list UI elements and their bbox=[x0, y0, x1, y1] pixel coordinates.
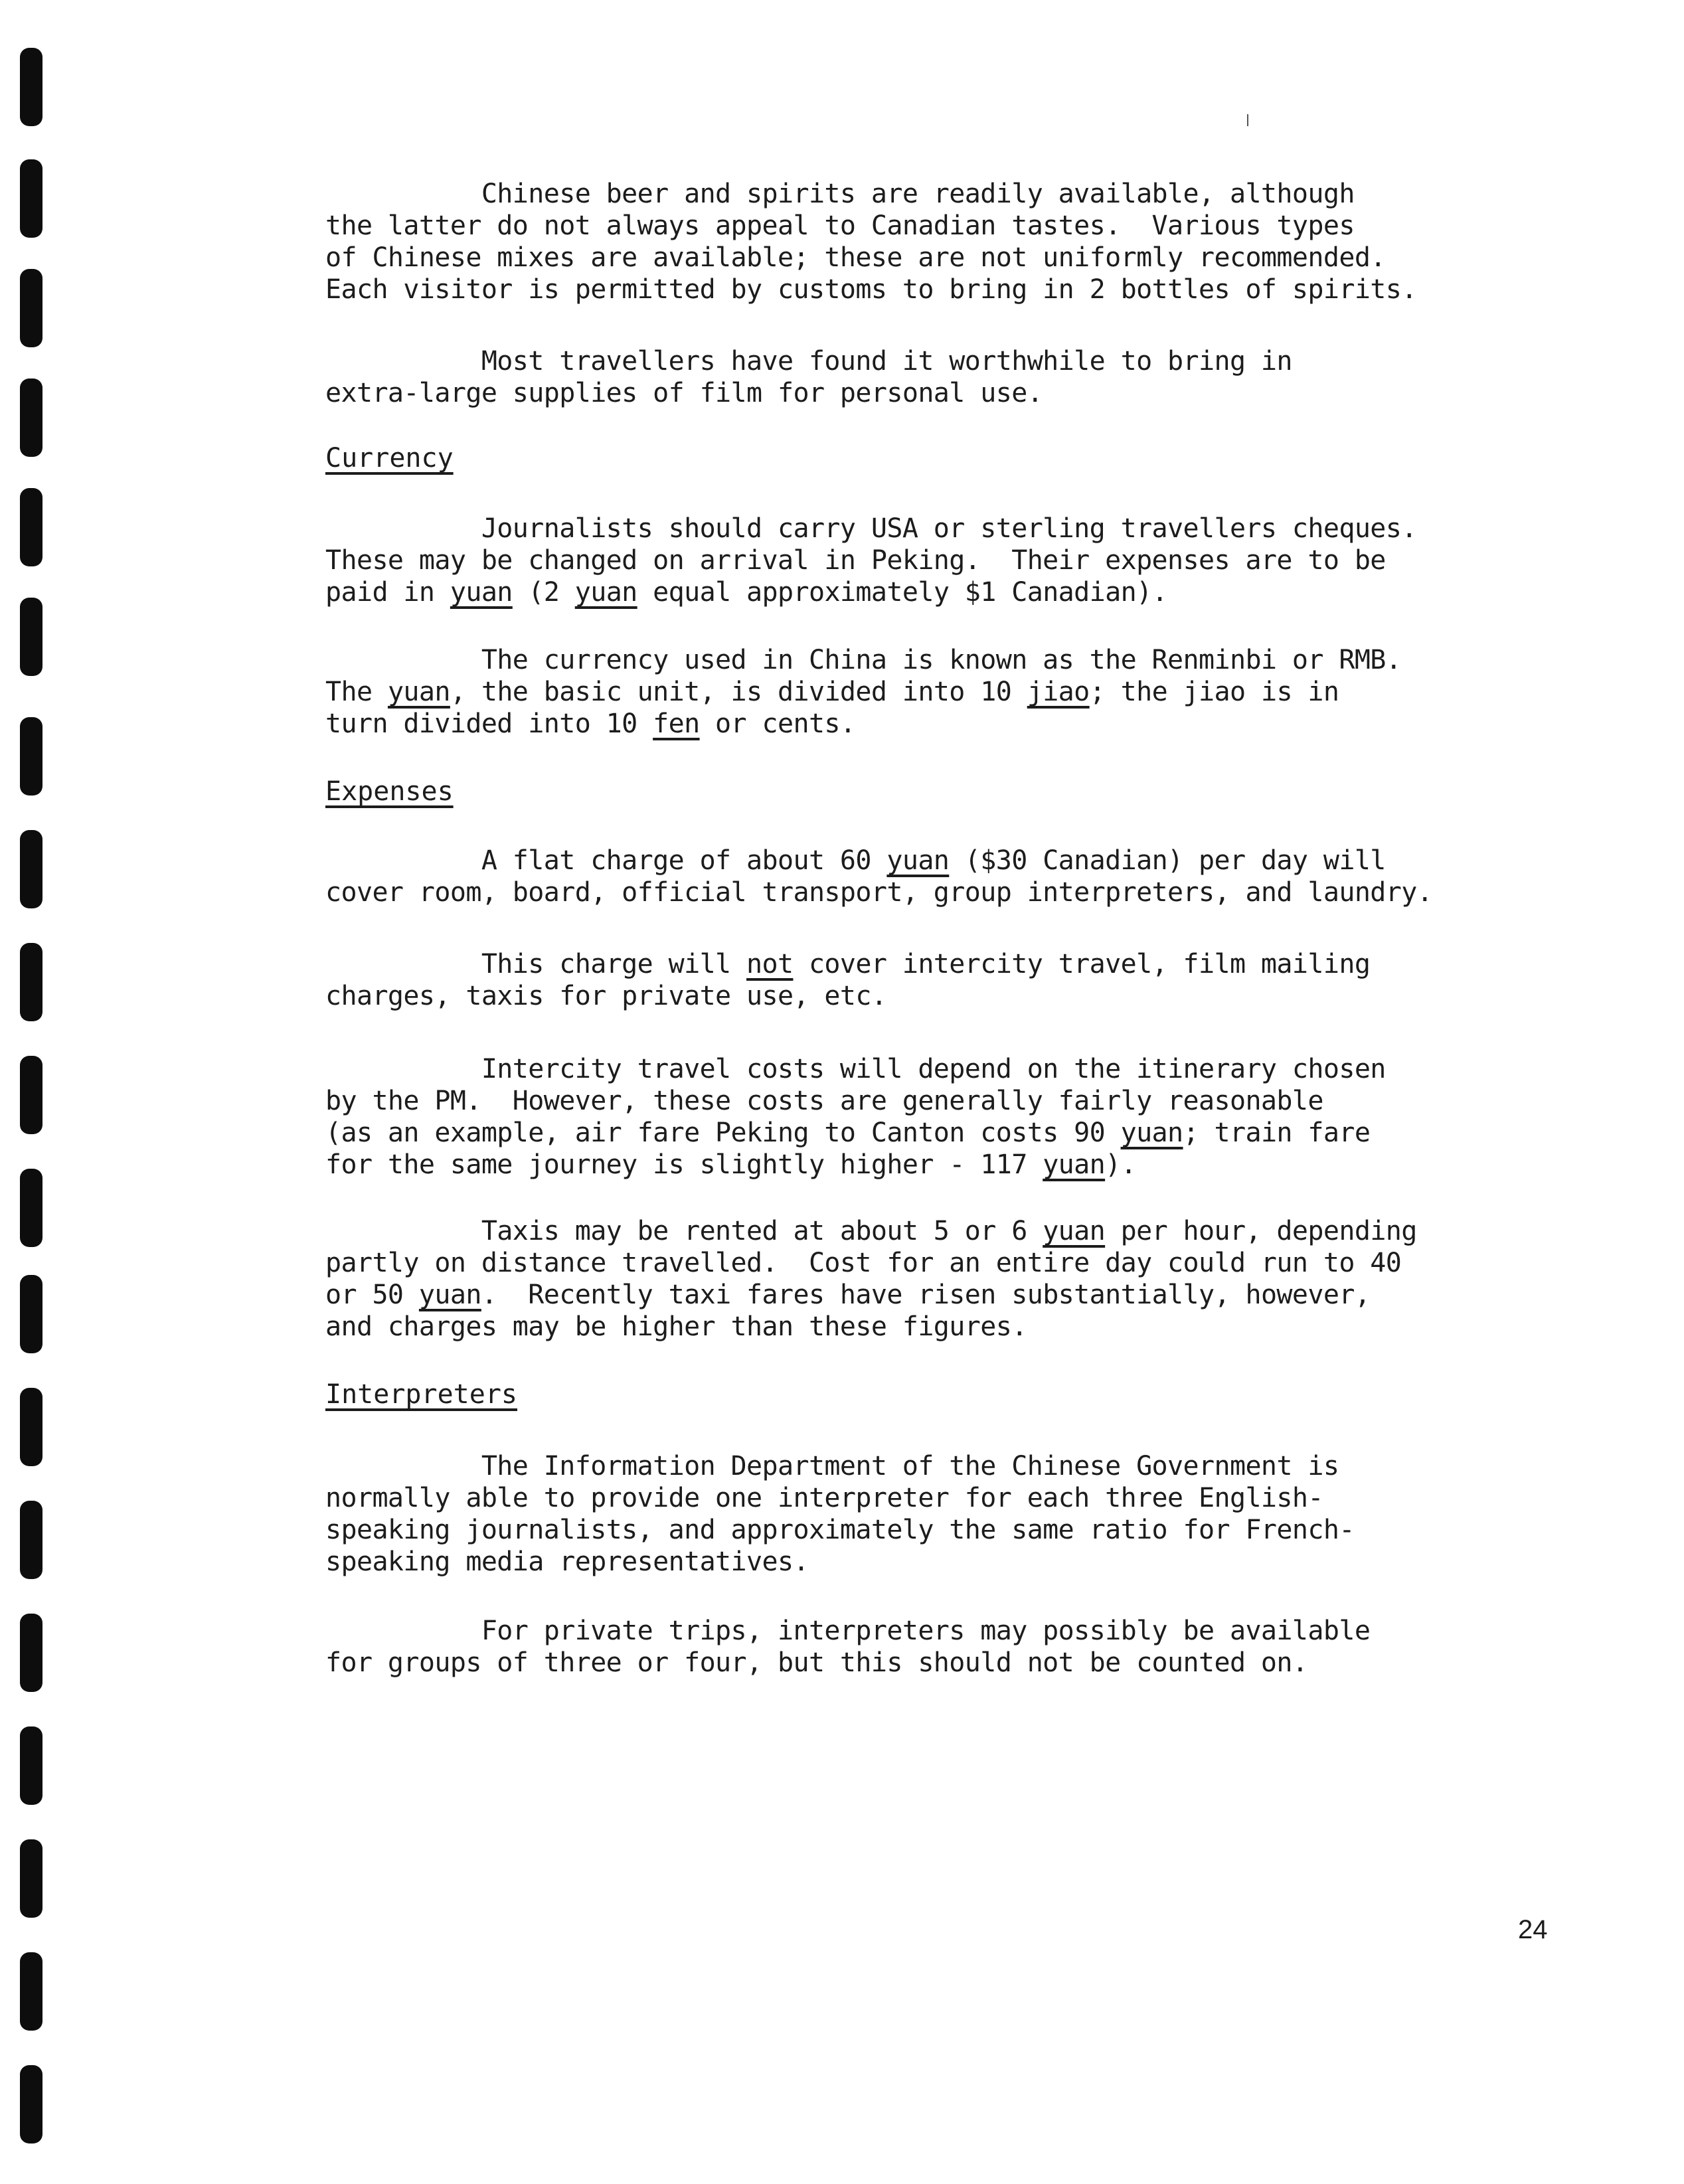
section-heading-expenses: Expenses bbox=[325, 776, 454, 807]
text-line: the latter do not always appeal to Canadian tastes. Various types bbox=[325, 210, 1355, 241]
paragraph-interpreters-private bbox=[325, 1615, 1370, 1679]
text-run: . Recently taxi fares have risen substantially, however, bbox=[481, 1280, 1371, 1310]
binder-hole bbox=[20, 48, 42, 126]
text-line: for groups of three or four, but this should not be counted on. bbox=[325, 1647, 1308, 1678]
paragraph-expenses-not-covered bbox=[325, 948, 1370, 1012]
binder-holes bbox=[20, 0, 46, 2184]
text-run: ($30 Canadian) per day will bbox=[949, 845, 1386, 876]
paragraph-currency-cheques bbox=[325, 513, 1417, 608]
text-line: by the PM. However, these costs are generally fairly reasonable bbox=[325, 1086, 1323, 1116]
text-line bbox=[325, 845, 1386, 876]
section-heading-currency: Currency bbox=[325, 443, 454, 473]
paragraph-currency-renminbi bbox=[325, 644, 1401, 740]
text-line: Each visitor is permitted by customs to bring in 2 bottles of spirits. bbox=[325, 274, 1417, 305]
text-run: or cents. bbox=[699, 709, 856, 739]
text-run: ; train fare bbox=[1183, 1118, 1371, 1148]
underlined-term: jiao bbox=[1027, 677, 1090, 707]
text-line: of Chinese mixes are available; these are not uniformly recommended. bbox=[325, 242, 1386, 273]
text-line bbox=[325, 1280, 1370, 1310]
text-line: For private trips, interpreters may possibly be available bbox=[325, 1616, 1371, 1646]
text-line: Most travellers have found it worthwhile to bring in bbox=[325, 346, 1292, 377]
binder-hole bbox=[20, 2065, 42, 2143]
binder-hole bbox=[20, 269, 42, 347]
paragraph-expenses-flat-charge bbox=[325, 845, 1432, 908]
binder-hole bbox=[20, 1614, 42, 1692]
text-line bbox=[325, 1118, 1370, 1148]
underlined-term: yuan bbox=[1043, 1149, 1106, 1180]
text-line: Journalists should carry USA or sterling travellers cheques. bbox=[325, 513, 1417, 544]
underlined-term: yuan bbox=[450, 577, 513, 608]
text-line: Intercity travel costs will depend on the itinerary chosen bbox=[325, 1054, 1386, 1084]
text-run: , the basic unit, is divided into 10 bbox=[450, 677, 1027, 707]
text-run: or 50 bbox=[325, 1280, 419, 1310]
underlined-term: yuan bbox=[1120, 1118, 1183, 1148]
underlined-term: yuan bbox=[574, 577, 637, 608]
text-line: cover room, board, official transport, group interpreters, and laundry. bbox=[325, 877, 1433, 908]
binder-hole bbox=[20, 717, 42, 796]
underlined-term: yuan bbox=[886, 845, 950, 876]
underlined-term: fen bbox=[653, 709, 700, 739]
text-run: per hour, depending bbox=[1105, 1216, 1417, 1246]
binder-hole bbox=[20, 1726, 42, 1805]
text-line bbox=[325, 577, 1167, 608]
binder-hole bbox=[20, 1056, 42, 1134]
text-run: (as an example, air fare Peking to Canton costs 90 bbox=[325, 1118, 1121, 1148]
text-run: A flat charge of about 60 bbox=[325, 845, 887, 876]
text-line: normally able to provide one interpreter for each three English- bbox=[325, 1483, 1323, 1513]
page-number: 24 bbox=[1518, 1915, 1548, 1944]
binder-hole bbox=[20, 1275, 42, 1353]
text-run: ). bbox=[1105, 1149, 1137, 1180]
text-line bbox=[325, 677, 1339, 707]
binder-hole bbox=[20, 378, 42, 457]
text-run: Taxis may be rented at about 5 or 6 bbox=[325, 1216, 1043, 1246]
text-run: for the same journey is slightly higher - 117 bbox=[325, 1149, 1043, 1180]
text-line: extra-large supplies of film for personal use. bbox=[325, 378, 1043, 408]
underlined-term: not bbox=[746, 949, 794, 979]
text-line: speaking journalists, and approximately the same ratio for French- bbox=[325, 1515, 1355, 1545]
text-line: partly on distance travelled. Cost for an entire day could run to 40 bbox=[325, 1248, 1402, 1278]
text-line: speaking media representatives. bbox=[325, 1547, 809, 1577]
text-line: The currency used in China is known as the Renminbi or RMB. bbox=[325, 645, 1402, 675]
binder-hole bbox=[20, 1952, 42, 2031]
text-line: The Information Department of the Chinese Government is bbox=[325, 1451, 1339, 1481]
binder-hole bbox=[20, 1839, 42, 1918]
text-line: These may be changed on arrival in Peking. Their expenses are to be bbox=[325, 545, 1386, 576]
text-run: The bbox=[325, 677, 388, 707]
text-line: charges, taxis for private use, etc. bbox=[325, 981, 887, 1011]
paragraph-expenses-taxis bbox=[325, 1215, 1417, 1343]
text-run: paid in bbox=[325, 577, 450, 608]
text-line bbox=[325, 1149, 1136, 1180]
scan-speck bbox=[1247, 114, 1248, 126]
binder-hole bbox=[20, 1388, 42, 1466]
underlined-term: yuan bbox=[1043, 1216, 1106, 1246]
paragraph-beer-spirits bbox=[325, 178, 1417, 305]
text-line: and charges may be higher than these figures. bbox=[325, 1311, 1027, 1342]
paragraph-film bbox=[325, 345, 1292, 409]
text-run: ; the jiao is in bbox=[1089, 677, 1339, 707]
binder-hole bbox=[20, 598, 42, 676]
paragraph-expenses-intercity bbox=[325, 1053, 1386, 1181]
binder-hole bbox=[20, 488, 42, 566]
underlined-term: yuan bbox=[418, 1280, 481, 1310]
text-line: Chinese beer and spirits are readily available, although bbox=[325, 179, 1355, 209]
text-line bbox=[325, 1216, 1417, 1246]
text-run: cover intercity travel, film mailing bbox=[793, 949, 1371, 979]
underlined-term: yuan bbox=[387, 677, 450, 707]
text-run: equal approximately $1 Canadian). bbox=[637, 577, 1168, 608]
binder-hole bbox=[20, 830, 42, 908]
binder-hole bbox=[20, 159, 42, 238]
text-run: This charge will bbox=[325, 949, 747, 979]
binder-hole bbox=[20, 1169, 42, 1247]
binder-hole bbox=[20, 943, 42, 1021]
paragraph-interpreters-government bbox=[325, 1450, 1355, 1578]
text-run: turn divided into 10 bbox=[325, 709, 653, 739]
section-heading-interpreters: Interpreters bbox=[325, 1379, 517, 1410]
text-run: (2 bbox=[512, 577, 575, 608]
binder-hole bbox=[20, 1501, 42, 1579]
text-line bbox=[325, 949, 1370, 979]
text-line bbox=[325, 709, 855, 739]
